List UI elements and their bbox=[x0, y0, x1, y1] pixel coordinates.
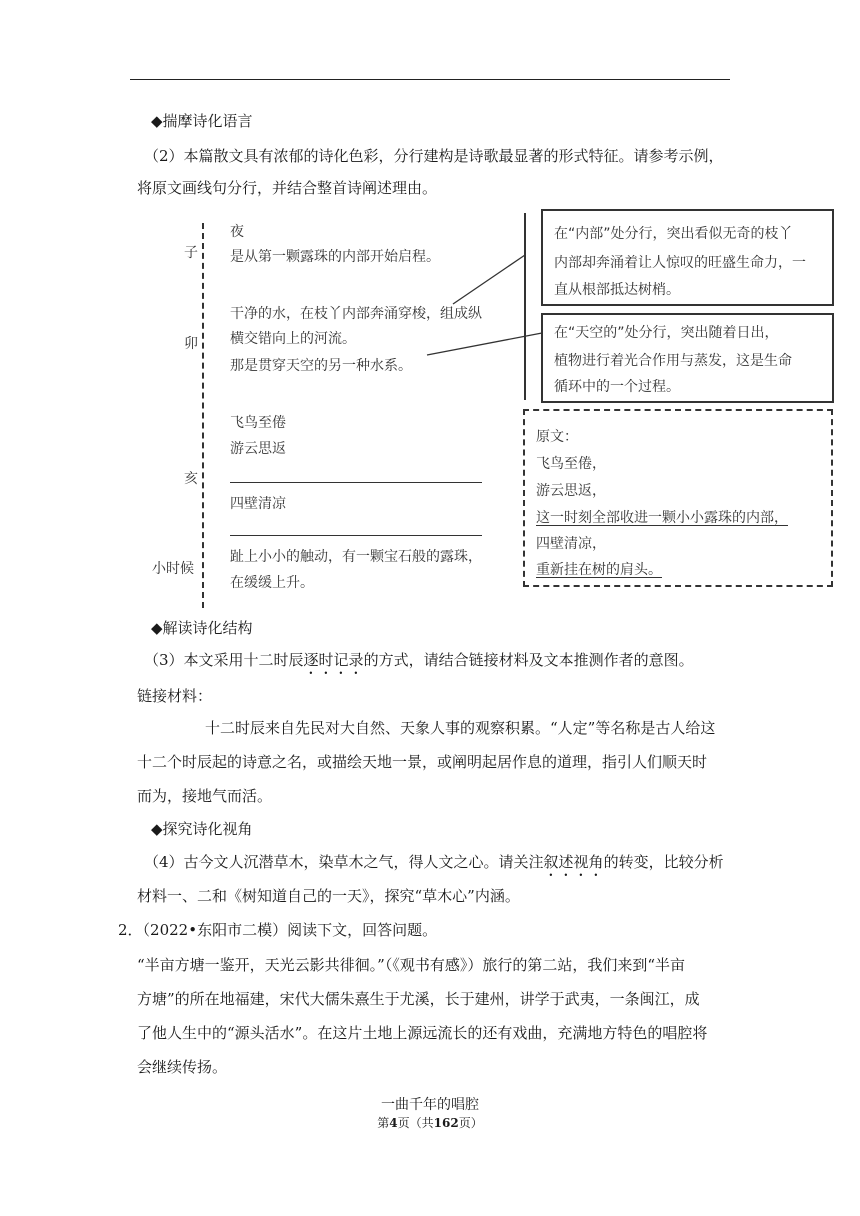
link-material-line-3: 而为，接地气而活。 bbox=[137, 787, 273, 805]
mao-line-3: 那是贯穿天空的另一种水系。 bbox=[230, 358, 412, 374]
section-heading-perspective: ◆探究诗化视角 bbox=[151, 820, 253, 838]
page-suffix: 页） bbox=[458, 1116, 483, 1130]
hai-line-1: 飞鸟至倦 bbox=[230, 415, 286, 431]
question-3-text-post: 的方式，请结合链接材料及文本推测作者的意图。 bbox=[363, 651, 694, 669]
question-2-line-2: 将原文画线句分行，并结合整首诗阐述理由。 bbox=[137, 179, 438, 197]
section-heading-structure: ◆解读诗化结构 bbox=[151, 619, 253, 637]
box1-line-2: 内部却奔涌着让人惊叹的旺盛生命力，一 bbox=[554, 255, 806, 271]
page-current: 4 bbox=[389, 1116, 398, 1130]
box3-line-5: 四壁清凉， bbox=[536, 536, 606, 552]
header-rule bbox=[130, 79, 730, 80]
time-label-childhood: 小时候 bbox=[152, 561, 194, 577]
hai-line-3: 四壁清凉 bbox=[230, 496, 286, 512]
time-label-mao: 卯 bbox=[184, 336, 198, 352]
item-2-para-line-4: 会继续传扬。 bbox=[137, 1058, 228, 1076]
box3-line-1: 原文： bbox=[536, 429, 578, 445]
box2-line-1: 在“天空的”处分行，突出随着日出， bbox=[554, 325, 779, 341]
item-2-para-line-2: 方塘”的所在地福建，宋代大儒朱熹生于尤溪，长于建州，讲学于武夷，一条闽江，成 bbox=[137, 990, 700, 1008]
question-3-emphasis: 逐时记录 bbox=[303, 651, 364, 669]
box1-line-3: 直从根部抵达树梢。 bbox=[554, 282, 680, 298]
box3-line-2: 飞鸟至倦， bbox=[536, 456, 606, 472]
box3-line-3: 游云思返， bbox=[536, 483, 606, 499]
question-4-emphasis: 叙述视角 bbox=[543, 853, 604, 871]
poem-layout-figure bbox=[140, 205, 840, 610]
box3-underlined-line-2: 重新挂在树的肩头。 bbox=[536, 562, 662, 578]
section-heading-language: ◆揣摩诗化语言 bbox=[151, 112, 253, 130]
item-2-para-line-3: 了他人生中的“源头活水”。在这片土地上源远流长的还有戏曲，充满地方特色的唱腔将 bbox=[137, 1024, 708, 1042]
original-text-box bbox=[523, 409, 833, 587]
zi-line-1: 夜 bbox=[230, 224, 244, 240]
annotation-box-inner bbox=[541, 209, 834, 306]
childhood-line-2: 在缓缓上升。 bbox=[230, 575, 314, 591]
box2-line-3: 循环中的一个过程。 bbox=[554, 379, 680, 395]
question-4-text-post: 的转变，比较分析 bbox=[603, 853, 724, 871]
time-label-zi: 子 bbox=[184, 245, 198, 261]
box1-line-1: 在“内部”处分行，突出看似无奇的枝丫 bbox=[554, 226, 793, 242]
page-prefix: 第 bbox=[377, 1116, 390, 1130]
item-2-heading: 2．（2022•东阳市二模）阅读下文，回答问题。 bbox=[118, 921, 438, 939]
box2-line-2: 植物进行着光合作用与蒸发，这是生命 bbox=[554, 353, 792, 369]
question-3-text-pre: （3）本文采用十二时辰 bbox=[144, 651, 304, 669]
mao-line-1: 干净的水，在枝丫内部奔涌穿梭，组成纵 bbox=[230, 306, 482, 322]
childhood-line-1: 趾上小小的触动，有一颗宝石般的露珠， bbox=[230, 549, 482, 565]
box3-underlined-line-1: 这一时刻全部收进一颗小小露珠的内部， bbox=[536, 510, 788, 526]
annotation-box-sky bbox=[541, 313, 834, 403]
footer-title: 一曲千年的唱腔 bbox=[381, 1097, 479, 1113]
hai-line-2: 游云思返 bbox=[230, 441, 286, 457]
item-2-para-line-1: “半亩方塘一鉴开，天光云影共徘徊。”（《观书有感》）旅行的第二站，我们来到“半亩 bbox=[137, 956, 686, 974]
question-4-line-2: 材料一、二和《树知道自己的一天》，探究“草木心”内涵。 bbox=[137, 887, 520, 905]
link-material-line-1: 十二时辰来自先民对大自然、天象人事的观察积累。“人定”等名称是古人给这 bbox=[205, 719, 716, 737]
link-material-line-2: 十二个时辰起的诗意之名，或描绘天地一景，或阐明起居作息的道理，指引人们顺天时 bbox=[137, 753, 708, 771]
page-total: 162 bbox=[433, 1116, 459, 1130]
question-3 bbox=[144, 650, 694, 678]
question-4-line-1 bbox=[144, 852, 724, 880]
time-label-hai: 亥 bbox=[184, 471, 198, 487]
question-2-line-1: （2）本篇散文具有浓郁的诗化色彩，分行建构是诗歌最显著的形式特征。请参考示例， bbox=[144, 147, 724, 165]
zi-line-2: 是从第一颗露珠的内部开始启程。 bbox=[230, 249, 440, 265]
page-number bbox=[0, 1114, 860, 1131]
page-mid: 页（共 bbox=[397, 1116, 434, 1130]
question-4-text-pre: （4）古今文人沉潜草木，染草木之气，得人文之心。请关注 bbox=[144, 853, 544, 871]
mao-line-2: 横交错向上的河流。 bbox=[230, 331, 356, 347]
link-material-label: 链接材料： bbox=[137, 687, 213, 705]
